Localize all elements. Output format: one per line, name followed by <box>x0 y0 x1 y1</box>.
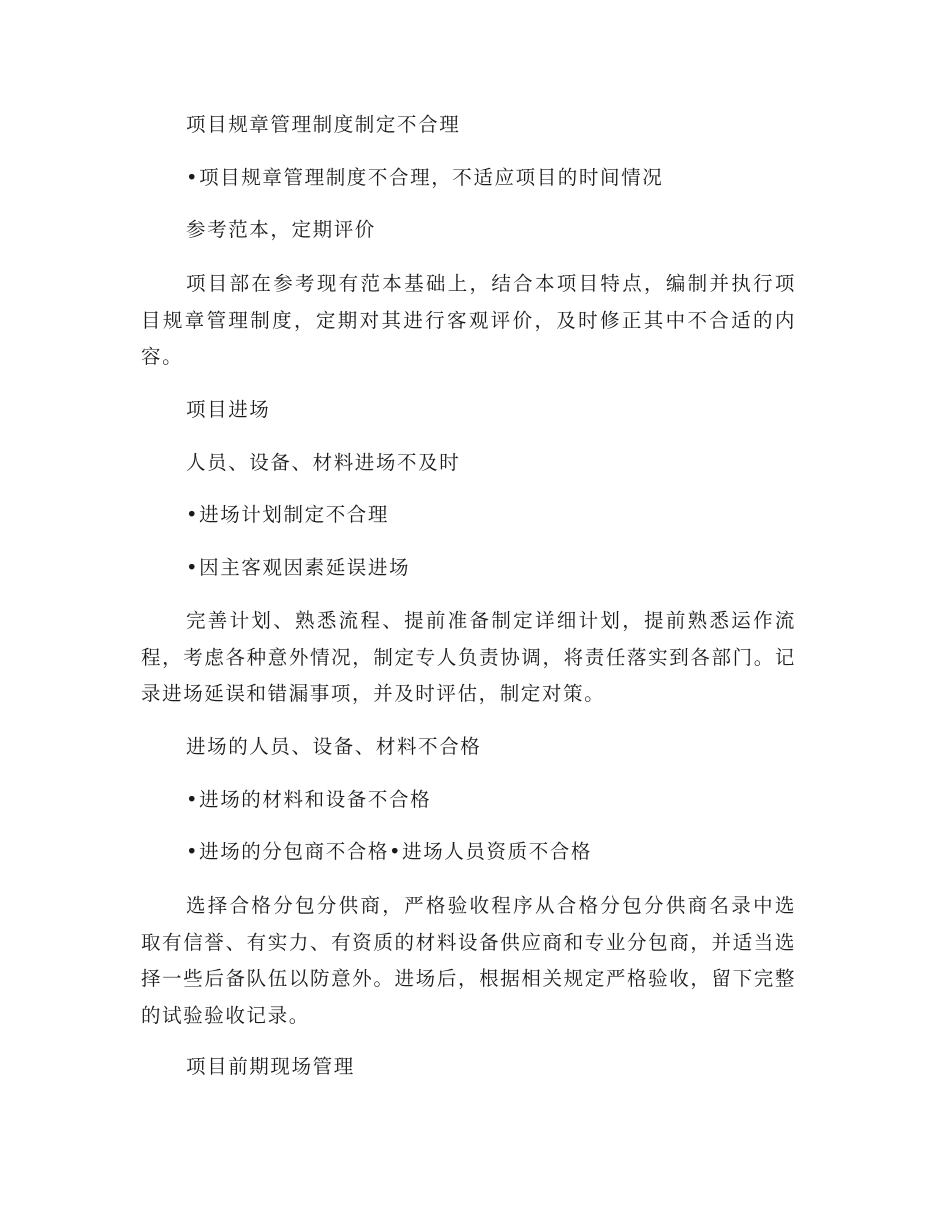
paragraph-entry: 完善计划、熟悉流程、提前准备制定详细计划，提前熟悉运作流程，考虑各种意外情况，制定专人负责协调，将责任落实到各部门。记录进场延误和错漏事项，并及时评估，制定对策。 <box>141 609 796 705</box>
bullet-unqualified-subcontractors: •进场的分包商不合格•进场人员资质不合格 <box>186 840 593 863</box>
bullet-unqualified-materials: •进场的材料和设备不合格 <box>186 788 432 811</box>
subheading-entry-delay: 人员、设备、材料进场不及时 <box>186 451 461 474</box>
bullet-entry-delay: •因主客观因素延误进场 <box>186 556 411 579</box>
paragraph-rules: 项目部在参考现有范本基础上，结合本项目特点，编制并执行项目规章管理制度，定期对其进行客观评价，及时修正其中不合适的内容。 <box>141 272 796 368</box>
bullet-rules-item: •项目规章管理制度不合理，不适应项目的时间情况 <box>186 166 664 189</box>
paragraph-unqualified: 选择合格分包分供商，严格验收程序从合格分包分供商名录中选取有信誉、有实力、有资质的材料设备供应商和专业分包商，并适当选择一些后备队伍以防意外。进场后，根据相关规定严格验收，留下完整的试验验收记录。 <box>141 894 796 1027</box>
heading-entry: 项目进场 <box>186 398 271 421</box>
subheading-reference: 参考范本，定期评价 <box>186 218 376 241</box>
subheading-unqualified: 进场的人员、设备、材料不合格 <box>186 735 482 758</box>
bullet-entry-plan: •进场计划制定不合理 <box>186 503 390 526</box>
heading-early-site: 项目前期现场管理 <box>186 1055 355 1078</box>
heading-rules: 项目规章管理制度制定不合理 <box>186 113 461 136</box>
